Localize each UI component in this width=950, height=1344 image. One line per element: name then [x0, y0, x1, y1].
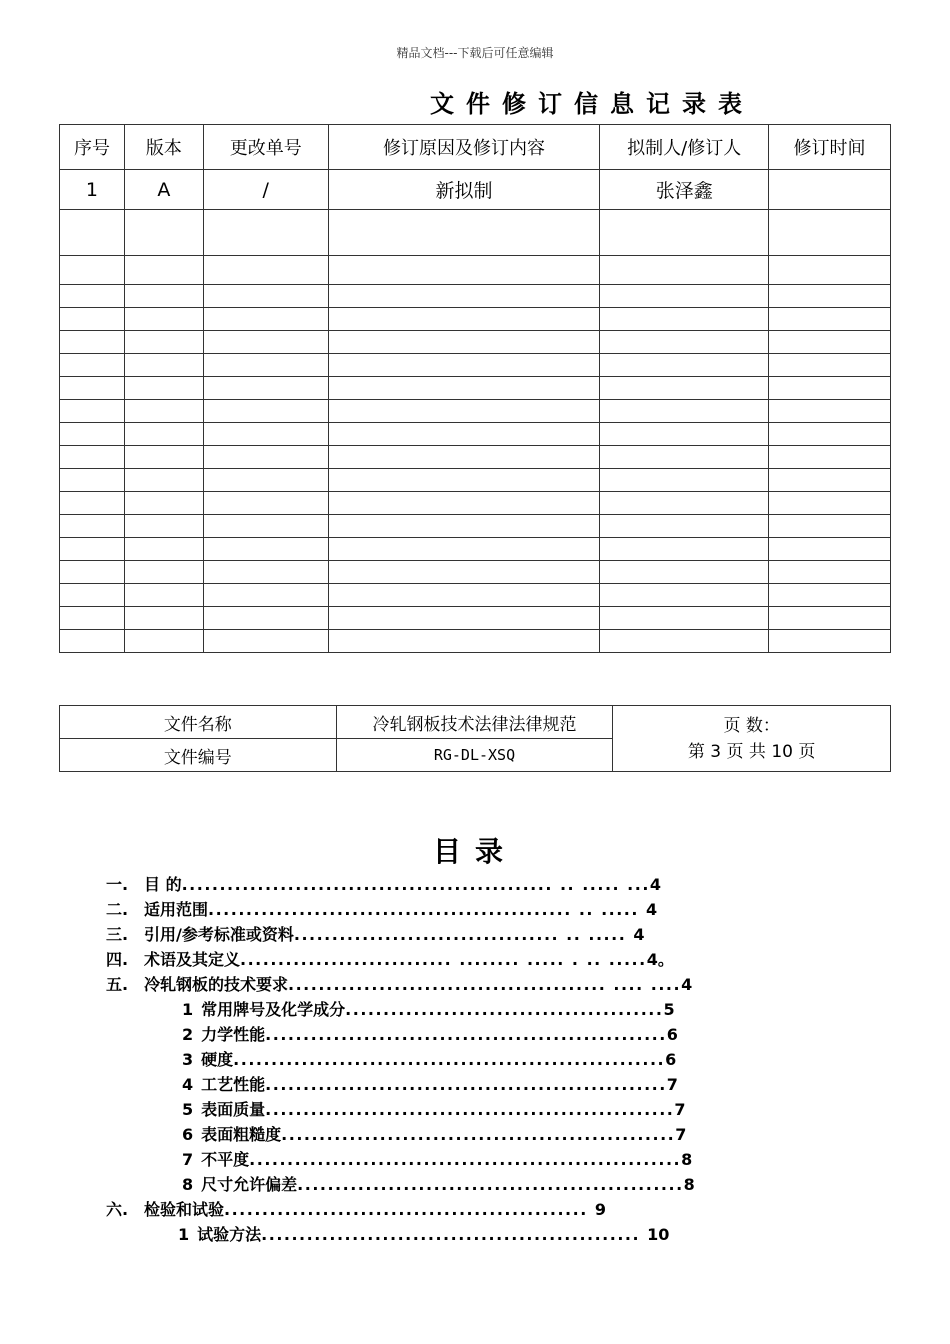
- col-header-change-no: 更改单号: [203, 125, 328, 170]
- toc-entry[interactable]: [182, 1123, 686, 1147]
- table-cell: [769, 630, 891, 653]
- table-row: [60, 256, 891, 285]
- table-cell: [328, 308, 600, 331]
- table-cell: [328, 584, 600, 607]
- table-cell: [769, 331, 891, 354]
- toc-entry[interactable]: [182, 1023, 678, 1047]
- table-cell: [328, 210, 600, 256]
- table-cell: [328, 446, 600, 469]
- table-cell: [328, 256, 600, 285]
- table-row: [60, 423, 891, 446]
- table-cell: [124, 561, 203, 584]
- toc-entry-title: 不平度: [201, 1150, 250, 1169]
- table-cell: [328, 469, 600, 492]
- table-cell: [124, 584, 203, 607]
- table-row: [60, 584, 891, 607]
- table-cell: [203, 377, 328, 400]
- toc-entry-number: 7: [182, 1150, 194, 1169]
- table-cell: [328, 400, 600, 423]
- table-cell: [769, 561, 891, 584]
- toc-entry-leader: ..................................................: [261, 1225, 648, 1244]
- toc-entry[interactable]: [182, 1048, 676, 1072]
- col-header-reason: 修订原因及修订内容: [328, 125, 600, 170]
- table-cell: [328, 354, 600, 377]
- table-cell: [60, 538, 125, 561]
- toc-entry-page: 8: [681, 1150, 693, 1169]
- table-cell: [124, 630, 203, 653]
- table-cell: [600, 308, 769, 331]
- toc-entry-leader: ................................... .. .....: [293, 925, 634, 944]
- table-cell: [600, 285, 769, 308]
- doc-name-label: 文件名称: [60, 706, 337, 739]
- table-cell: [328, 331, 600, 354]
- toc-entry-number: 4: [182, 1075, 194, 1094]
- toc-entry-page: 4。: [646, 950, 674, 969]
- page-count-value: 第 3 页 共 10 页: [687, 741, 816, 762]
- col-header-author: 拟制人/修订人: [600, 125, 769, 170]
- table-cell: [203, 515, 328, 538]
- table-cell: [124, 354, 203, 377]
- table-cell: [203, 423, 328, 446]
- toc-entry-title: 适用范围: [144, 900, 209, 919]
- table-cell: [124, 331, 203, 354]
- table-cell: [124, 423, 203, 446]
- table-row: [60, 607, 891, 630]
- toc-entry[interactable]: [178, 1223, 669, 1247]
- toc-entry[interactable]: [106, 923, 645, 947]
- table-cell: [60, 561, 125, 584]
- toc-entry-leader: ................................................: [224, 1200, 595, 1219]
- table-cell: [60, 256, 125, 285]
- table-cell: [124, 285, 203, 308]
- toc-entry-leader: ...................................................: [297, 1175, 684, 1194]
- table-cell: [203, 538, 328, 561]
- table-row: [60, 630, 891, 653]
- toc-entry[interactable]: [106, 973, 692, 997]
- toc-entry-title: 常用牌号及化学成分: [201, 1000, 346, 1019]
- table-cell: [769, 285, 891, 308]
- table-cell: [203, 607, 328, 630]
- table-cell: [328, 538, 600, 561]
- table-cell: [60, 630, 125, 653]
- page-count-label: 页 数：: [723, 715, 780, 736]
- table-cell: [769, 607, 891, 630]
- table-cell: [203, 354, 328, 377]
- table-cell: [600, 446, 769, 469]
- toc-entry-number: 三.: [106, 925, 129, 944]
- table-cell: [600, 423, 769, 446]
- table-cell: [203, 630, 328, 653]
- table-cell: [203, 584, 328, 607]
- table-cell: [600, 354, 769, 377]
- table-cell: [124, 469, 203, 492]
- table-cell: [124, 538, 203, 561]
- table-cell: [769, 354, 891, 377]
- toc-entry-page: 4: [646, 900, 658, 919]
- table-cell: 张泽鑫: [600, 170, 769, 210]
- table-cell: [60, 285, 125, 308]
- toc-entry-page: 9: [594, 1200, 606, 1219]
- table-cell: [124, 400, 203, 423]
- table-row: [60, 538, 891, 561]
- table-cell: [124, 256, 203, 285]
- toc-entry-title: 尺寸允许偏差: [201, 1175, 298, 1194]
- toc-entry-number: 六.: [106, 1200, 129, 1219]
- table-cell: 1: [60, 170, 125, 210]
- revision-table-title: 文件修订信息记录表: [430, 90, 754, 118]
- revision-record-table: [59, 124, 891, 653]
- table-cell: [124, 607, 203, 630]
- table-row: [60, 210, 891, 256]
- toc-entry[interactable]: [106, 873, 661, 897]
- table-cell: [600, 469, 769, 492]
- table-cell: [60, 492, 125, 515]
- toc-entry-number: 5: [182, 1100, 194, 1119]
- table-cell: [203, 400, 328, 423]
- table-cell: [60, 308, 125, 331]
- table-cell: [203, 285, 328, 308]
- table-cell: [769, 423, 891, 446]
- table-cell: [60, 377, 125, 400]
- table-cell: [124, 377, 203, 400]
- toc-entry-leader: ............................ ........ ..... . .. .....: [240, 950, 647, 969]
- table-cell: [328, 492, 600, 515]
- table-cell: [60, 515, 125, 538]
- toc-entry-number: 8: [182, 1175, 194, 1194]
- table-cell: [328, 561, 600, 584]
- toc-entry-leader: ......................................................: [265, 1100, 675, 1119]
- header-note: 精品文档---下载后可任意编辑: [396, 46, 554, 60]
- table-cell: [769, 469, 891, 492]
- toc-entry-title: 引用/参考标准或资料: [144, 925, 294, 944]
- toc-title: 目录: [432, 835, 517, 868]
- toc-entry-title: 工艺性能: [201, 1075, 266, 1094]
- toc-entry-title: 表面粗糙度: [201, 1125, 282, 1144]
- toc-entry-title: 硬度: [201, 1050, 234, 1069]
- table-cell: [60, 584, 125, 607]
- table-cell: [600, 538, 769, 561]
- toc-entry-page: 4: [649, 875, 662, 894]
- table-cell: [600, 492, 769, 515]
- toc-entry-number: 五.: [106, 975, 129, 994]
- table-cell: [600, 630, 769, 653]
- table-cell: [203, 492, 328, 515]
- toc-entry[interactable]: [182, 1173, 695, 1197]
- toc-entry-page: 6: [665, 1050, 677, 1069]
- table-cell: [769, 377, 891, 400]
- table-cell: [769, 584, 891, 607]
- table-cell: [769, 308, 891, 331]
- table-cell: [769, 538, 891, 561]
- table-row: [60, 308, 891, 331]
- toc-entry-page: 10: [647, 1225, 670, 1244]
- table-cell: [60, 423, 125, 446]
- toc-entry-number: 一.: [106, 875, 129, 894]
- table-cell: [60, 210, 125, 256]
- table-cell: [203, 469, 328, 492]
- toc-entry-number: 1: [182, 1000, 194, 1019]
- table-cell: [769, 210, 891, 256]
- toc-entry-page: 7: [674, 1100, 686, 1119]
- toc-entry-title: 目 的: [144, 875, 182, 894]
- toc-entry[interactable]: [106, 948, 674, 972]
- table-cell: [124, 210, 203, 256]
- document-info-table: [59, 705, 891, 772]
- table-row: [60, 515, 891, 538]
- table-row: [60, 170, 891, 210]
- table-row: [60, 492, 891, 515]
- table-cell: [328, 515, 600, 538]
- toc-entry[interactable]: [182, 998, 675, 1022]
- table-row: [60, 354, 891, 377]
- table-cell: [769, 170, 891, 210]
- toc-entry-number: 6: [182, 1125, 194, 1144]
- table-cell: [124, 446, 203, 469]
- table-cell: [600, 561, 769, 584]
- table-cell: [203, 210, 328, 256]
- toc-entry-leader: ..........................................: [345, 1000, 664, 1019]
- table-cell: [600, 256, 769, 285]
- table-row: [60, 400, 891, 423]
- toc-entry-title: 力学性能: [201, 1025, 266, 1044]
- table-cell: [769, 256, 891, 285]
- toc-entry-number: 四.: [106, 950, 129, 969]
- table-cell: [203, 561, 328, 584]
- toc-entry-page: 6: [666, 1025, 678, 1044]
- toc-entry-title: 检验和试验: [144, 1200, 225, 1219]
- table-cell: [328, 285, 600, 308]
- table-cell: [600, 400, 769, 423]
- table-cell: [124, 308, 203, 331]
- toc-entry[interactable]: [182, 1098, 686, 1122]
- col-header-date: 修订时间: [769, 125, 891, 170]
- table-cell: [600, 377, 769, 400]
- table-cell: [60, 469, 125, 492]
- table-cell: [60, 607, 125, 630]
- table-cell: [769, 446, 891, 469]
- table-cell: 新拟制: [328, 170, 600, 210]
- table-cell: [600, 515, 769, 538]
- doc-name-value: 冷轧钢板技术法律法律规范: [336, 706, 613, 739]
- table-cell: [328, 607, 600, 630]
- doc-number-label: 文件编号: [60, 739, 337, 772]
- table-cell: [600, 210, 769, 256]
- table-cell: [203, 308, 328, 331]
- toc-entry[interactable]: [182, 1073, 678, 1097]
- table-cell: [60, 446, 125, 469]
- table-cell: [769, 515, 891, 538]
- table-row: [60, 331, 891, 354]
- toc-entry-leader: .........................................................: [233, 1050, 666, 1069]
- toc-entry[interactable]: [182, 1148, 692, 1172]
- toc-entry-leader: .........................................................: [249, 1150, 682, 1169]
- toc-entry-leader: ................................................. .. ..... ...: [181, 875, 650, 894]
- toc-entry-page: 7: [666, 1075, 678, 1094]
- toc-entry-page: 4: [633, 925, 645, 944]
- table-cell: [203, 256, 328, 285]
- table-row: [60, 285, 891, 308]
- table-cell: [328, 630, 600, 653]
- table-cell: A: [124, 170, 203, 210]
- toc-entry-title: 试验方法: [197, 1225, 262, 1244]
- toc-entry[interactable]: [106, 1198, 606, 1222]
- toc-entry-number: 2: [182, 1025, 194, 1044]
- table-row: [60, 469, 891, 492]
- table-cell: [124, 515, 203, 538]
- col-header-seq: 序号: [60, 125, 125, 170]
- table-cell: [124, 492, 203, 515]
- table-header-row: [60, 125, 891, 170]
- toc-entry-leader: .....................................................: [265, 1025, 667, 1044]
- toc-entry[interactable]: [106, 898, 657, 922]
- table-cell: [600, 331, 769, 354]
- toc-entry-title: 表面质量: [201, 1100, 266, 1119]
- toc-entry-number: 二.: [106, 900, 129, 919]
- table-cell: [203, 446, 328, 469]
- table-cell: /: [203, 170, 328, 210]
- table-cell: [328, 423, 600, 446]
- page-count-cell: [613, 706, 891, 772]
- table-cell: [769, 400, 891, 423]
- toc-entry-leader: ................................................ .. .....: [208, 900, 647, 919]
- toc-entry-page: 5: [663, 1000, 675, 1019]
- toc-entry-page: 4: [681, 975, 693, 994]
- toc-entry-leader: .....................................................: [265, 1075, 667, 1094]
- toc-entry-page: 8: [683, 1175, 695, 1194]
- table-row: [60, 561, 891, 584]
- toc-entry-number: 1: [178, 1225, 190, 1244]
- table-cell: [60, 331, 125, 354]
- table-row: [60, 377, 891, 400]
- table-cell: [203, 331, 328, 354]
- toc-entry-title: 冷轧钢板的技术要求: [144, 975, 289, 994]
- toc-entry-leader: .......................................... .... ....: [288, 975, 682, 994]
- table-cell: [60, 400, 125, 423]
- toc-entry-number: 3: [182, 1050, 194, 1069]
- table-cell: [600, 607, 769, 630]
- table-cell: [328, 377, 600, 400]
- toc-entry-leader: ....................................................: [281, 1125, 676, 1144]
- toc-entry-title: 术语及其定义: [144, 950, 241, 969]
- col-header-version: 版本: [124, 125, 203, 170]
- table-cell: [769, 492, 891, 515]
- table-cell: [600, 584, 769, 607]
- doc-number-value: RG-DL-XSQ: [336, 739, 613, 772]
- toc-entry-page: 7: [675, 1125, 687, 1144]
- table-row: [60, 446, 891, 469]
- table-cell: [60, 354, 125, 377]
